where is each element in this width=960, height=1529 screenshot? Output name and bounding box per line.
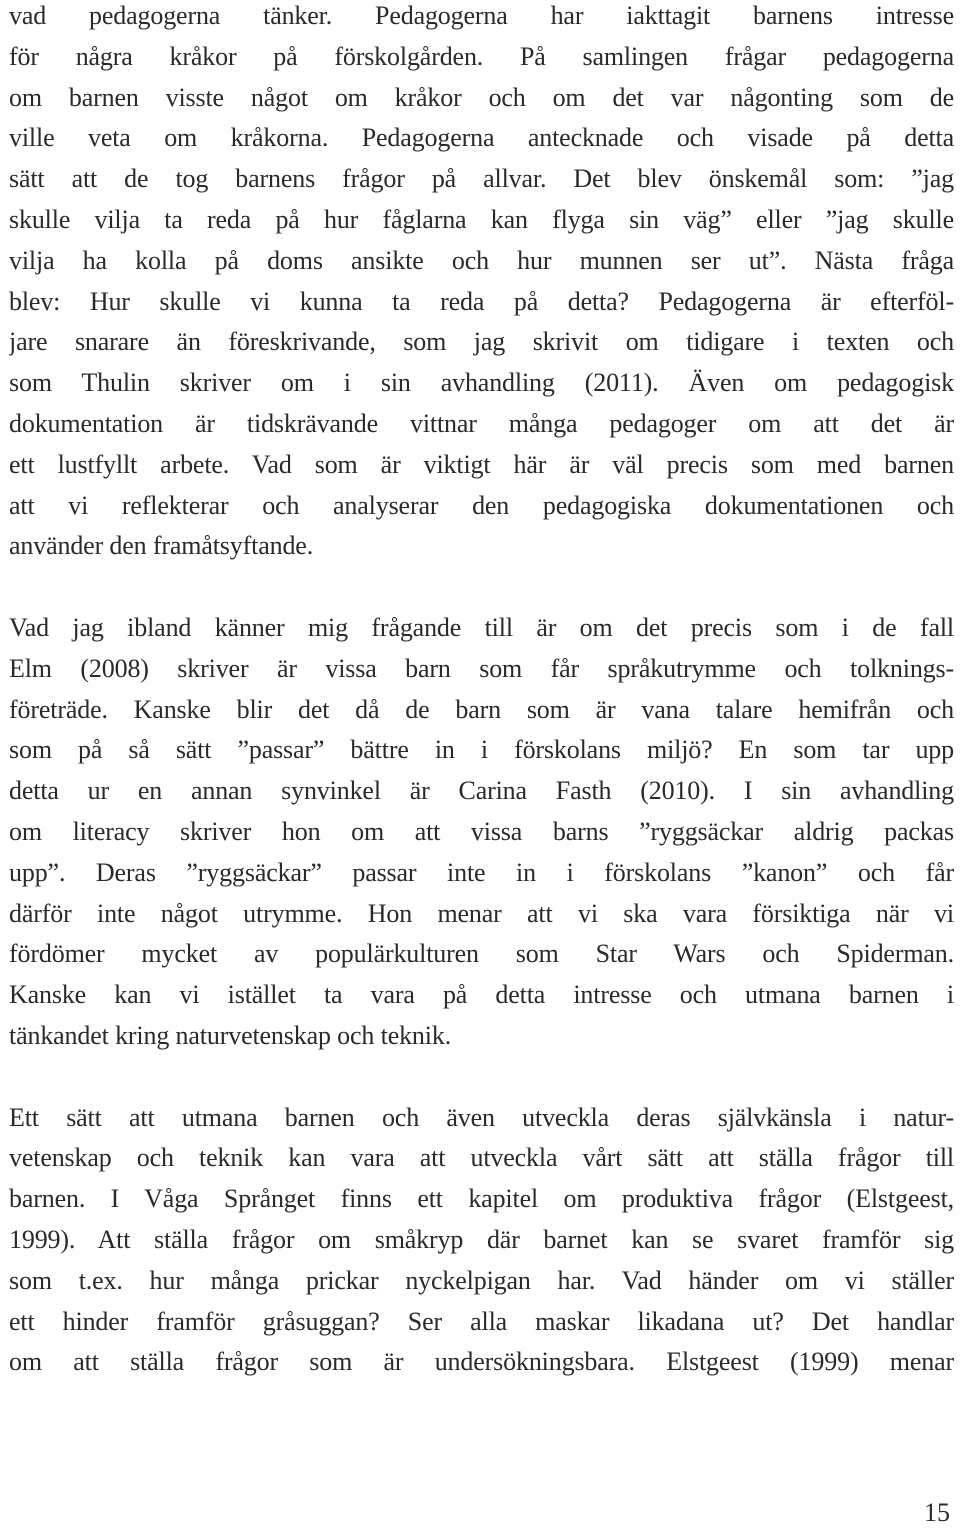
text-line: använder den framåtsyftande. xyxy=(9,531,314,561)
paragraph-1 xyxy=(9,0,954,567)
text-line: Vad jag ibland känner mig frågande till är om det precis som i de fall xyxy=(9,612,954,642)
text-line: jare snarare än föreskrivande, som jag skrivit om tidigare i texten och xyxy=(9,327,954,357)
text-line: sätt att de tog barnens frågor på allvar. Det blev önskemål som: ”jag xyxy=(9,164,954,194)
text-line: som t.ex. hur många prickar nyckelpigan har. Vad händer om vi ställer xyxy=(9,1265,954,1295)
body-text xyxy=(9,0,954,1383)
paragraph-spacer xyxy=(9,1057,954,1098)
paragraph-3 xyxy=(9,1098,954,1384)
text-line: om barnen visste något om kråkor och om det var någonting som de xyxy=(9,82,954,112)
text-line: att vi reflekterar och analyserar den pedagogiska dokumentationen och xyxy=(9,490,954,520)
text-line: om literacy skriver hon om att vissa barns ”ryggsäckar aldrig packas xyxy=(9,816,954,846)
page-number: 15 xyxy=(924,1498,950,1527)
text-line: vilja ha kolla på doms ansikte och hur munnen ser ut”. Nästa fråga xyxy=(9,245,954,275)
text-line: skulle vilja ta reda på hur fåglarna kan flyga sin väg” eller ”jag skulle xyxy=(9,204,954,234)
text-line: vetenskap och teknik kan vara att utveckla vårt sätt att ställa frågor till xyxy=(9,1143,954,1173)
text-line: för några kråkor på förskolgården. På samlingen frågar pedagogerna xyxy=(9,41,954,71)
text-line: om att ställa frågor som är undersökningsbara. Elstgeest (1999) menar xyxy=(9,1347,954,1377)
text-line: Elm (2008) skriver är vissa barn som får språkutrymme och tolknings- xyxy=(9,653,954,683)
text-line: upp”. Deras ”ryggsäckar” passar inte in i förskolans ”kanon” och får xyxy=(9,857,954,887)
text-line: Ett sätt att utmana barnen och även utveckla deras självkänsla i natur- xyxy=(9,1102,954,1132)
text-line: ville veta om kråkorna. Pedagogerna antecknade och visade på detta xyxy=(9,123,954,153)
paragraph-spacer xyxy=(9,567,954,608)
text-line: som på så sätt ”passar” bättre in i förskolans miljö? En som tar upp xyxy=(9,735,954,765)
text-line: blev: Hur skulle vi kunna ta reda på detta? Pedagogerna är efterföl- xyxy=(9,286,954,316)
text-line: tänkandet kring naturvetenskap och teknik. xyxy=(9,1020,452,1050)
text-line: barnen. I Våga Språnget finns ett kapitel om produktiva frågor (Elstgeest, xyxy=(9,1184,954,1214)
text-line: Kanske kan vi istället ta vara på detta intresse och utmana barnen i xyxy=(9,980,954,1010)
text-line: ett lustfyllt arbete. Vad som är viktigt här är väl precis som med barnen xyxy=(9,449,954,479)
text-line: därför inte något utrymme. Hon menar att vi ska vara försiktiga när vi xyxy=(9,898,954,928)
text-line: vad pedagogerna tänker. Pedagogerna har iakttagit barnens intresse xyxy=(9,1,954,30)
text-line: fördömer mycket av populärkulturen som Star Wars och Spiderman. xyxy=(9,939,954,969)
text-line: detta ur en annan synvinkel är Carina Fasth (2010). I sin avhandling xyxy=(9,776,954,806)
text-line: 1999). Att ställa frågor om småkryp där barnet kan se svaret framför sig xyxy=(9,1224,954,1254)
paragraph-2 xyxy=(9,608,954,1057)
text-line: företräde. Kanske blir det då de barn som är vana talare hemifrån och xyxy=(9,694,954,724)
text-line: som Thulin skriver om i sin avhandling (2011). Även om pedagogisk xyxy=(9,368,954,398)
text-line: dokumentation är tidskrävande vittnar många pedagoger om att det är xyxy=(9,408,954,438)
text-line: ett hinder framför gråsuggan? Ser alla maskar likadana ut? Det handlar xyxy=(9,1306,954,1336)
